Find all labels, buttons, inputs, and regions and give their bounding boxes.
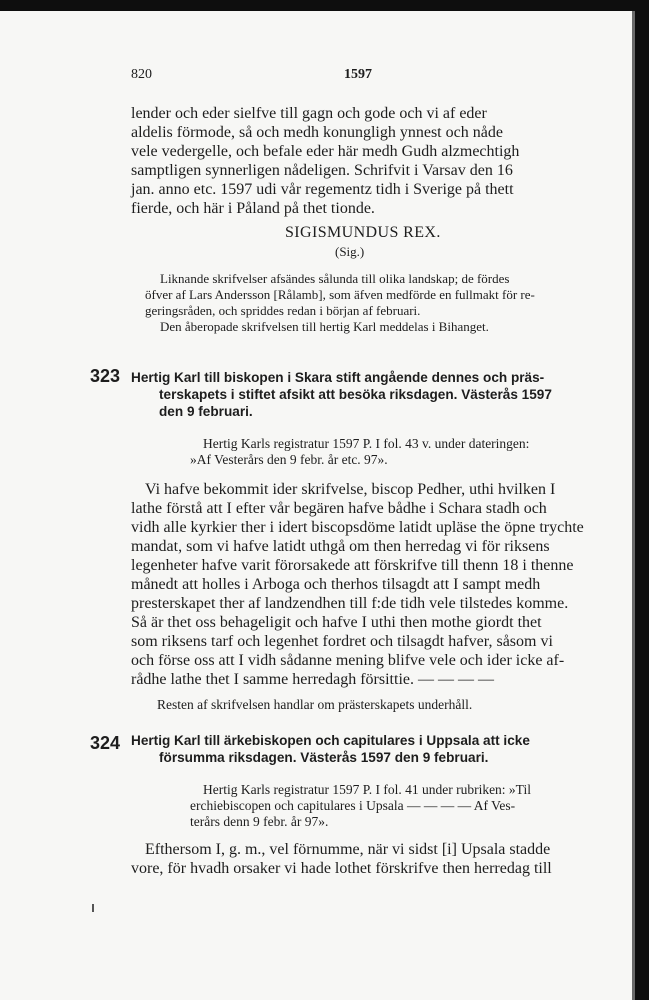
intro-line: aldelis förmode, så och medh konungligh ynnest och nåde bbox=[131, 124, 503, 141]
intro-line: jan. anno etc. 1597 udi vår regementz tidh i Sverige på thett bbox=[131, 181, 514, 198]
running-head-year: 1597 bbox=[344, 67, 372, 82]
note-line: geringsråden, och spriddes redan i början af februari. bbox=[145, 303, 421, 318]
body-line: presterskapet ther af landzendhen till f:de tidh vele tilstedes komme. bbox=[131, 595, 569, 612]
source-note: »Af Vesterårs den 9 febr. år etc. 97». bbox=[190, 452, 388, 467]
body-line: legenheter hafve varit förorsakede att förskrifve till thenn 18 i thenne bbox=[131, 557, 574, 574]
note-line: Den åberopade skrifvelsen till hertig Karl meddelas i Bihanget. bbox=[160, 319, 489, 334]
section-heading: Hertig Karl till biskopen i Skara stift angående dennes och präs- bbox=[131, 370, 545, 385]
body-line: som riksens tarf och legenhet fordret och tilsagdt hafver, såsom vi bbox=[131, 633, 553, 650]
body-line: mandat, som vi hafve latidt uthgå om then herredag vi för riksens bbox=[131, 538, 550, 555]
signature-name: SIGISMUNDUS REX. bbox=[285, 224, 441, 241]
body-line: Vi hafve bekommit ider skrifvelse, biscop Pedher, uthi hvilken I bbox=[145, 481, 556, 498]
scan-border-shadow bbox=[632, 11, 635, 1000]
body-line: vidh alle kyrkier ther i idert biscopsdöme latidt upläse the öpne trychte bbox=[131, 519, 584, 536]
section-number-324: 324 bbox=[90, 733, 121, 753]
section-heading: den 9 februari. bbox=[159, 404, 253, 419]
note-line: öfver af Lars Andersson [Rålamb], som äfven medförde en fullmakt för re- bbox=[145, 287, 535, 302]
intro-line: vele vedergelle, och befale eder här medh Gudh alzmechtigh bbox=[131, 143, 520, 160]
section-heading: försumma riksdagen. Västerås 1597 den 9 februari. bbox=[159, 750, 489, 765]
note-line: Liknande skrifvelser afsändes sålunda till olika landskap; de fördes bbox=[160, 271, 510, 286]
section-heading: terskapets i stiftet afsikt att besöka riksdagen. Västerås 1597 bbox=[159, 387, 552, 402]
page-number: 820 bbox=[131, 67, 152, 82]
intro-line: samptligen synnerligen nådeligen. Schrifvit i Varsav den 16 bbox=[131, 162, 513, 179]
body-line: månedt att holles i Arboga och therhos tilsagdt att I sampt medh bbox=[131, 576, 541, 593]
body-line: och förse oss att I vidh sådanne mening blifve vele och ider icke af- bbox=[131, 652, 565, 669]
intro-line: lender och eder sielfve till gagn och gode och vi af eder bbox=[131, 105, 487, 122]
source-note: erchiebiscopen och capitulares i Upsala — — — — Af Ves- bbox=[190, 798, 516, 813]
source-note: Hertig Karls registratur 1597 P. I fol. 43 v. under dateringen: bbox=[203, 436, 530, 451]
body-line: lathe förstå att I efter vår begären hafve bådhe i Schara stadh och bbox=[131, 500, 547, 517]
body-line: Efthersom I, g. m., vel förnumme, när vi sidst [i] Upsala stadde bbox=[145, 841, 551, 858]
signature-seal: (Sig.) bbox=[335, 244, 365, 259]
margin-mark bbox=[92, 904, 94, 912]
intro-line: fierde, och här i Påland på thet tionde. bbox=[131, 200, 375, 217]
body-line: vore, för hvadh orsaker vi hade lothet förskrifve then herredag till bbox=[131, 860, 552, 877]
editorial-note: Resten af skrifvelsen handlar om prästerskapets underhåll. bbox=[157, 697, 473, 712]
scan-border-right bbox=[635, 0, 649, 1000]
body-line: Så är thet oss behageligit och hafve I uthi then mothe giordt thet bbox=[131, 614, 542, 631]
source-note: Hertig Karls registratur 1597 P. I fol. 41 under rubriken: »Til bbox=[203, 782, 531, 797]
source-note: terårs denn 9 febr. år 97». bbox=[190, 814, 329, 829]
body-line: rådhe lathe thet I samme herredagh försittie. — — — — bbox=[131, 671, 494, 688]
scan-border-top bbox=[0, 0, 649, 11]
section-heading: Hertig Karl till ärkebiskopen och capitulares i Uppsala att icke bbox=[131, 733, 530, 748]
section-number-323: 323 bbox=[90, 366, 121, 386]
